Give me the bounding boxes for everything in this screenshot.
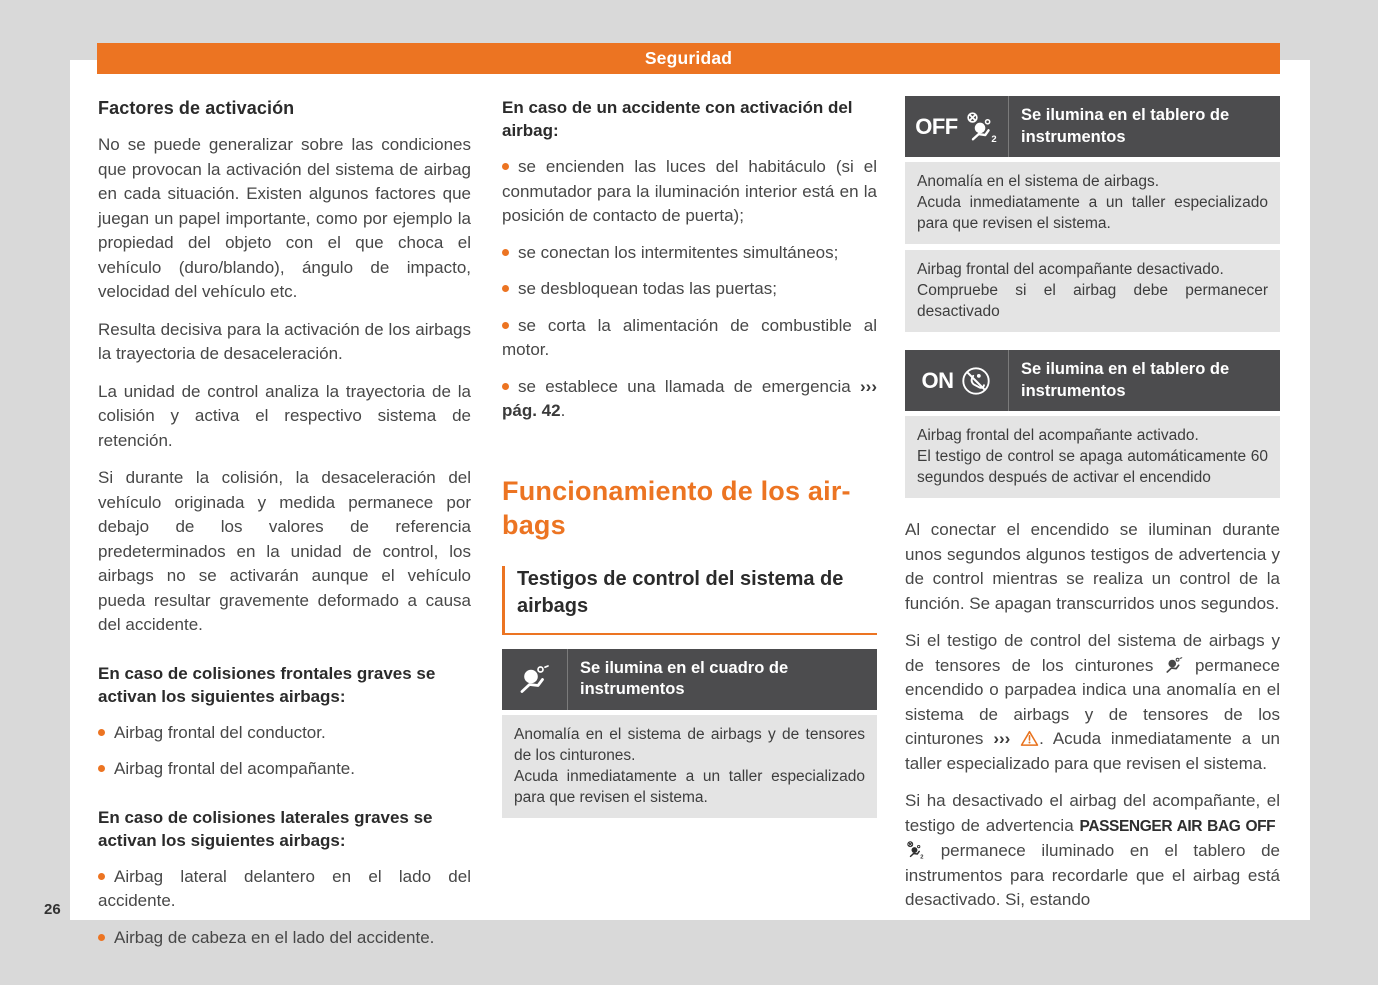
off-indicator-group	[905, 96, 1280, 332]
bullet-dot-icon	[502, 322, 509, 329]
on-label: ON	[921, 367, 954, 393]
list-item-text: Airbag lateral delantero en el lado del accidente.	[98, 866, 471, 910]
manual-page	[70, 60, 1310, 947]
page-cross-reference: ››› pág. 42	[502, 376, 877, 420]
warning-triangle-icon	[1020, 730, 1039, 747]
subhead-accident-activation: En caso de un accidente con activación del airbag:	[502, 98, 853, 140]
indicator-icon-cell	[905, 96, 1009, 157]
bullet-dot-icon	[502, 249, 509, 256]
indicator-description-box	[905, 416, 1280, 498]
subhead-lateral-collisions: En caso de colisiones laterales graves se activan los siguientes airbags:	[98, 807, 433, 850]
list-item	[502, 314, 877, 363]
paragraph: La unidad de control analiza la trayectoria de la colisión y activa el respectivo sistema de retención.	[98, 381, 471, 450]
subsection-heading-warning-lamps: Testigos de control del sistema de airbags	[502, 566, 877, 635]
indicator-description-line: Acuda inmediatamente a un taller especializado para que revisen el sistema.	[917, 194, 1268, 232]
passenger-airbag-off-label: PASSENGER AIR BAG OFF	[1079, 817, 1276, 835]
list-item-text: Airbag de cabeza en el lado del accidente.	[114, 927, 435, 947]
list-item-text: Airbag frontal del acompañante.	[114, 759, 355, 778]
paragraph: Resulta decisiva para la activación de los airbags la trayectoria de desaceleración.	[98, 319, 471, 363]
on-indicator-group	[905, 350, 1280, 498]
indicator-title: Se ilumina en el tablero de instrumentos	[1021, 106, 1230, 146]
right-column	[905, 96, 1280, 926]
list-item-text: Airbag frontal del conductor.	[114, 722, 326, 742]
subhead-frontal-collisions: En caso de colisiones frontales graves se activan los siguientes airbags:	[98, 663, 436, 706]
paragraph-text: permanece encendido o parpadea indica una anomalía en el sistema de airbags y de tensores de los cinturones	[905, 655, 1280, 748]
list-item-text: se desbloquean todas las puertas;	[518, 279, 777, 298]
airbag-warning-light-icon	[1165, 656, 1184, 674]
indicator-box-airbag-warning	[502, 649, 877, 710]
list-item	[502, 375, 877, 424]
section-heading-line: Funcionamiento de los air-	[502, 475, 851, 506]
bullet-dot-icon	[98, 934, 105, 941]
section-heading-airbag-operation	[502, 474, 877, 542]
paragraph-text: permanece iluminado en el tablero de instrumentos para recordarle que el airbag está desactivado. Si, estando	[905, 841, 1280, 909]
paragraph: No se puede generalizar sobre las condiciones que provocan la activación del sistema de airbag en cada situación. Existen algunos factores que juegan un papel importante, como por ejemplo la propiedad del objeto con el que choca el vehículo (duro/blando), ángulo de impacto, velocidad del vehículo etc.	[98, 135, 471, 301]
bullet-dot-icon	[98, 873, 105, 880]
paragraph: Si durante la colisión, la desaceleración del vehículo originada y medida permanece por debajo de los valores de referencia predeterminados en la unidad de control, los airbags no se activarán aunque el vehículo pueda resultar gravemente deformado a causa del accidente.	[98, 468, 471, 634]
list-item-text: se corta la alimentación de combustible al motor.	[502, 315, 877, 359]
indicator-description-line: El testigo de control se apaga automáticamente 60 segundos después de activar el encendido	[917, 448, 1268, 486]
page-header-bar	[97, 43, 1280, 74]
list-item	[502, 155, 877, 229]
page-number: 26	[44, 901, 61, 918]
off-label: OFF	[915, 113, 958, 139]
list-item	[98, 721, 471, 746]
middle-column	[502, 96, 877, 818]
indicator-icon-cell	[502, 649, 568, 710]
svg-text:2: 2	[991, 133, 997, 144]
indicator-description-line: Airbag frontal del acompañante desactivado.	[917, 261, 1224, 278]
airbag-off-warning-light-icon	[905, 840, 925, 859]
indicator-description-box	[905, 162, 1280, 244]
list-item-text: .	[560, 401, 566, 420]
paragraph	[905, 789, 1280, 913]
list-item	[98, 926, 471, 951]
indicator-icon-cell	[905, 350, 1009, 411]
page-title: Seguridad	[644, 48, 733, 68]
indicator-box-airbag-on	[905, 350, 1280, 411]
left-heading: Factores de activación	[98, 98, 295, 118]
list-item	[502, 277, 877, 302]
indicator-description-line: Anomalía en el sistema de airbags.	[917, 173, 1160, 190]
paragraph-text: . Acuda inmediatamente a un taller especializado para que revisen el sistema.	[905, 729, 1280, 773]
indicator-title: Se ilumina en el tablero de instrumentos	[1021, 360, 1230, 400]
bullet-dot-icon	[502, 383, 509, 390]
paragraph-text: Si el testigo de control del sistema de airbags y de tensores de los cinturones	[905, 631, 1280, 675]
paragraph: Al conectar el encendido se iluminan durante unos segundos algunos testigos de advertencia y de control mientras se realiza un control de la función. Se apagan transcurridos unos segundos.	[905, 520, 1280, 613]
airbag-warning-light-icon	[518, 663, 552, 695]
list-item	[98, 865, 471, 914]
bullet-dot-icon	[502, 285, 509, 292]
list-item-text: se conectan los intermitentes simultáneos;	[518, 242, 839, 262]
list-item	[98, 757, 471, 782]
indicator-title: Se ilumina en el cuadro de instrumentos	[580, 658, 789, 698]
child-seat-prohibited-light-icon	[960, 365, 992, 397]
paragraph-text: Si ha desactivado el airbag del acompañante, el testigo de advertencia	[905, 791, 1280, 835]
indicator-box-airbag-off	[905, 96, 1280, 157]
indicator-description-line: Acuda inmediatamente a un taller especializado para que revisen el sistema.	[514, 767, 865, 806]
indicator-description-line: Anomalía en el sistema de airbags y de tensores de los cinturones.	[514, 725, 865, 764]
left-column	[98, 98, 471, 962]
airbag-off-warning-light-icon	[964, 110, 998, 144]
bullet-dot-icon	[98, 729, 105, 736]
indicator-description-line: Airbag frontal del acompañante activado.	[917, 427, 1199, 444]
indicator-description-box	[502, 715, 877, 818]
list-item	[502, 241, 877, 266]
svg-text:2: 2	[920, 854, 924, 859]
paragraph	[905, 629, 1280, 776]
cross-reference-chevrons: ›››	[993, 729, 1011, 748]
bullet-dot-icon	[98, 765, 105, 772]
indicator-description-box	[905, 250, 1280, 332]
list-item-text: se establece una llamada de emergencia	[518, 376, 861, 396]
list-item-text: se encienden las luces del habitáculo (si el conmutador para la iluminación interior está en la posición de contacto de puerta);	[502, 157, 877, 225]
indicator-description-line: Compruebe si el airbag debe permanecer desactivado	[917, 282, 1268, 320]
section-heading-line: bags	[502, 509, 566, 540]
bullet-dot-icon	[502, 163, 509, 170]
